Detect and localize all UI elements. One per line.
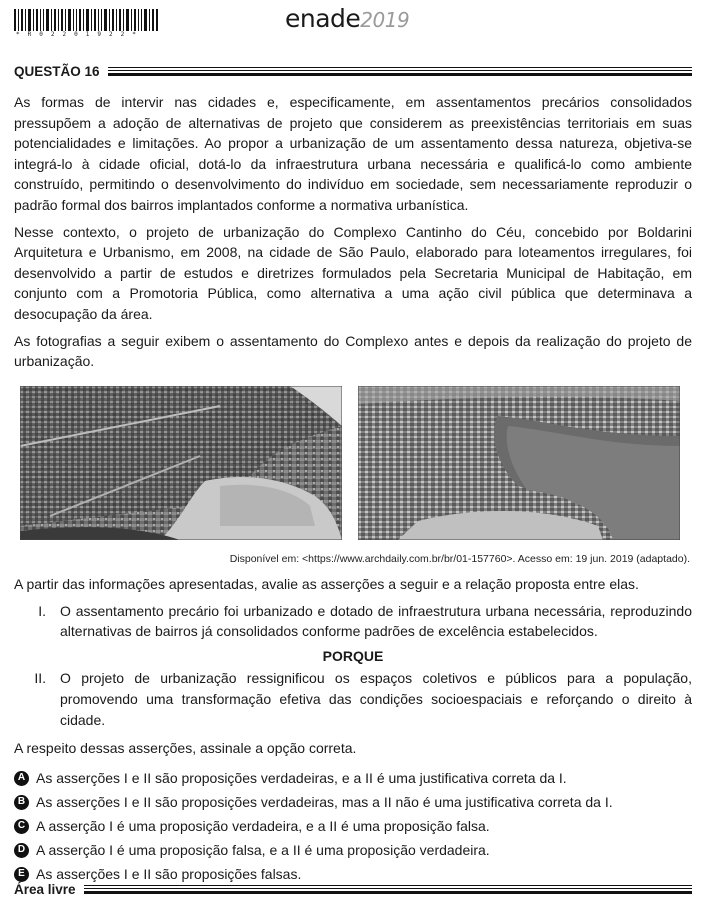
paragraph: As fotografias a seguir exibem o assentamento do Complexo antes e depois da realização do projeto de urbanização. [14,332,692,370]
option-text: As asserções I e II são proposições verdadeiras, e a II é uma justificativa correta da I. [36,770,567,787]
option-letter-badge: B [14,795,29,810]
option-letter-badge: A [14,771,29,786]
option-b[interactable] [14,791,692,815]
footer-rule [84,885,692,894]
paragraph: As formas de intervir nas cidades e, especificamente, em assentamentos precários consolidados pressupõem a adoção de alternativas de projeto que considerem as preexistências territoriais em suas potencialidades e limitações. Ao propor a urbanização de um assentamento dessa natureza, objetiva-se integrá-lo à cidade oficial, dotá-lo da infraestrutura urbana necessária e qualificá-lo como ambiente construído, permitindo o desenvolvimento do indivíduo em sociedade, sem necessariamente reproduzir o padrão formal dos bairros implantados conforme a normativa urbanística. [14,94,692,213]
photo-source: Disponível em: <https://www.archdaily.com.br/br/01-157760>. Acesso em: 19 jun. 2019 (adaptado). [229,553,690,565]
assertion-2 [14,668,692,730]
option-d[interactable] [14,839,692,863]
question-title: QUESTÃO 16 [14,63,100,79]
assertion-1 [14,601,692,642]
option-c[interactable] [14,815,692,839]
connector: PORQUE [322,647,384,664]
assertion-number: I. [38,602,46,619]
enade-logo [285,4,409,33]
photo-after [358,386,680,540]
question-text [14,92,692,378]
logo-year: 2019 [360,8,410,32]
free-area-label: Área livre [14,881,76,897]
option-text: A asserção I é uma proposição verdadeira, e a II é uma proposição falsa. [36,818,490,835]
assertion-number: II. [34,670,46,687]
barcode [14,9,158,31]
question-assertions [14,574,692,887]
instruction: A respeito dessas asserções, assinale a opção correta. [14,740,357,757]
question-heading [14,62,692,80]
paragraph: Nesse contexto, o projeto de urbanização do Complexo Cantinho do Céu, concebido por Boldarini Arquitetura e Urbanismo, em 2008, na cidade de São Paulo, elaborado para loteamentos irregulares, foi desenvolvido a partir de estudos e diretrizes formulados pela Secretaria Municipal de Habitação, em conjunto com a Promotoria Pública, como alternativa a uma ação civil pública que determinava a desocupação da área. [14,223,692,322]
option-letter-badge: C [14,819,29,834]
assertion-text: O assentamento precário foi urbanizado e dotado de infraestrutura urbana necessária, reproduzindo alternativas de bairros já consolidados conforme padrões de excelência estabelecidos. [60,602,692,640]
barcode-number: * R 0 2 2 0 1 9 2 2 * [16,31,139,38]
option-text: As asserções I e II são proposições falsas. [36,866,302,883]
option-text: A asserção I é uma proposição falsa, e a II é uma proposição verdadeira. [36,842,490,859]
option-letter-badge: E [14,867,29,882]
logo-main: enade [285,4,361,33]
option-text: As asserções I e II são proposições verdadeiras, mas a II não é uma justificativa correta da I. [36,794,613,811]
free-area-heading [14,880,692,898]
option-a[interactable] [14,767,692,791]
prompt: A partir das informações apresentadas, avalie as asserções a seguir e a relação proposta entre elas. [14,576,639,592]
photo-before [20,386,342,540]
options-list [14,767,692,887]
option-letter-badge: D [14,843,29,858]
assertion-text: O projeto de urbanização ressignificou os espaços coletivos e públicos para a população, promovendo uma transformação efetiva das condições socioespaciais e reforçando o direito à cidade. [60,670,692,728]
photos [20,386,682,540]
heading-rule [108,67,692,76]
